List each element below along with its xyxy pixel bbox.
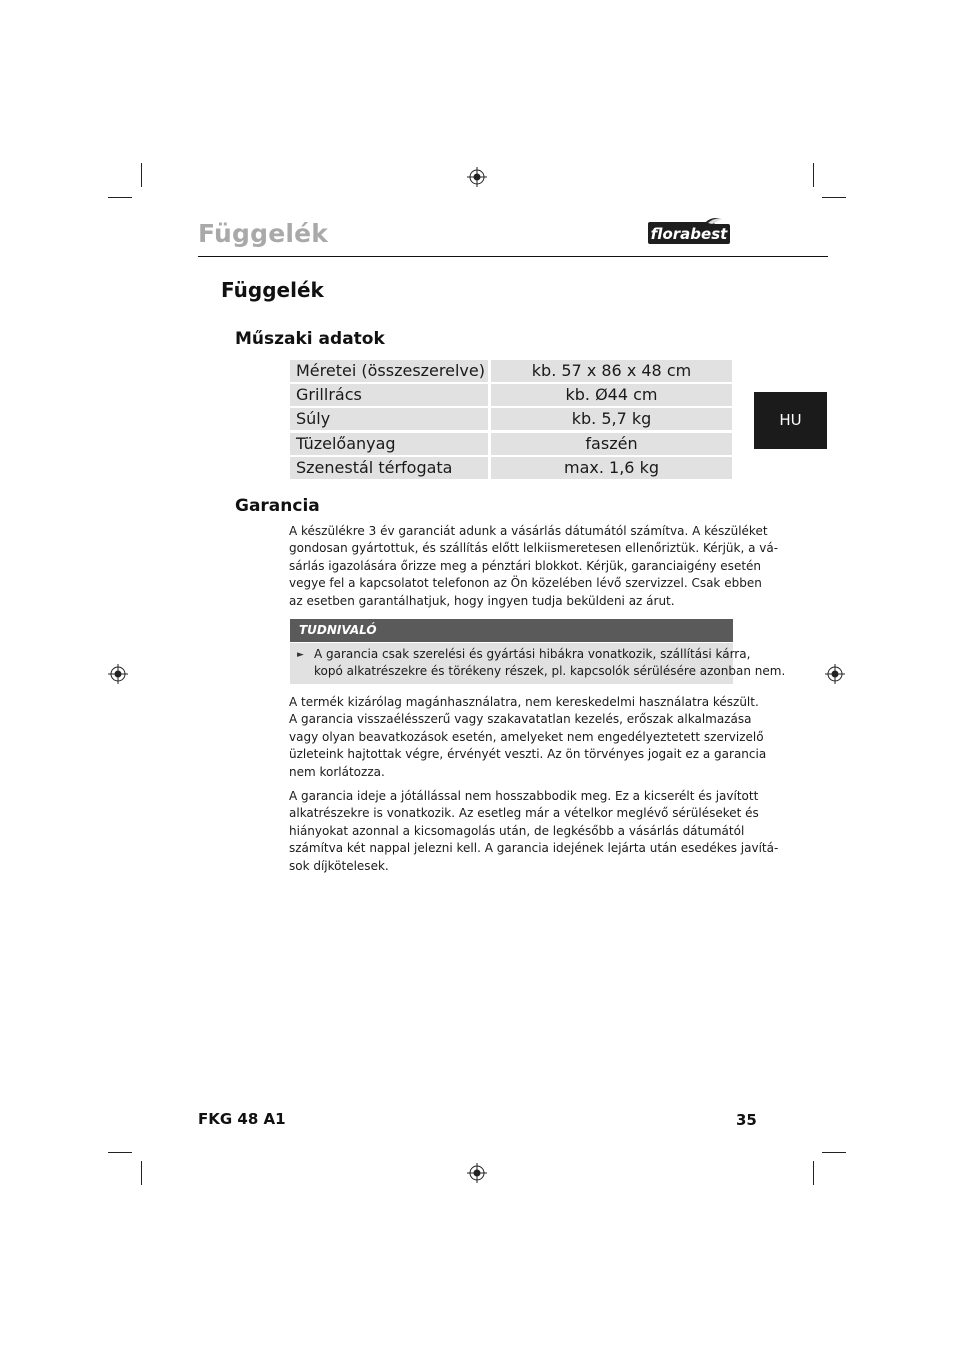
table-row bbox=[290, 433, 732, 455]
text-line: gondosan gyártottuk, és szállítás előtt lelkiismeretesen ellenőriztük. Kérjük, a vá- bbox=[289, 541, 779, 556]
footer-model: FKG 48 A1 bbox=[198, 1110, 286, 1128]
registration-mark-icon bbox=[108, 664, 128, 684]
text-line: számítva két nappal jelezni kell. A garancia idejének lejárta után esedékes javítá- bbox=[289, 841, 779, 856]
registration-mark-icon bbox=[825, 664, 845, 684]
warranty-paragraph-1 bbox=[289, 523, 779, 610]
spec-value: kb. Ø44 cm bbox=[491, 384, 732, 406]
text-line: A termék kizárólag magánhasználatra, nem kereskedelmi használatra készült. bbox=[289, 695, 759, 709]
spec-label: Grillrács bbox=[290, 384, 488, 406]
text-line: alkatrészekre is vonatkozik. Az esetleg már a vételkor meglévő sérüléseket és bbox=[289, 806, 759, 821]
crop-mark bbox=[813, 1161, 814, 1185]
spec-label: Tüzelőanyag bbox=[290, 433, 488, 455]
text-line: hiányokat azonnal a kicsomagolás után, de legkésőbb a vásárlás dátumától bbox=[289, 823, 745, 838]
text-line: A garancia csak szerelési és gyártási hibákra vonatkozik, szállítási kárra, bbox=[314, 647, 751, 661]
text-line: kopó alkatrészekre és törékeny részek, pl. kapcsolók sérülésére azonban nem. bbox=[314, 664, 786, 678]
notice-box bbox=[290, 643, 786, 684]
table-row bbox=[290, 457, 732, 479]
text-line: vegye fel a kapcsolatot telefonon az Ön közelében lévő szervizzel. Csak ebben bbox=[289, 576, 762, 591]
table-row bbox=[290, 384, 732, 406]
crop-mark bbox=[141, 163, 142, 187]
text-line: vagy olyan beavatkozások esetén, amelyeket nem engedélyeztetett szervizelő bbox=[289, 729, 764, 744]
page-number: 35 bbox=[736, 1111, 757, 1129]
spec-value: kb. 57 x 86 x 48 cm bbox=[491, 360, 732, 382]
header-divider bbox=[198, 256, 828, 257]
crop-mark bbox=[822, 197, 846, 198]
warranty-paragraph-3 bbox=[289, 788, 779, 875]
registration-mark-icon bbox=[467, 167, 487, 187]
spec-label: Súly bbox=[290, 408, 488, 430]
svg-text:florabest: florabest bbox=[650, 225, 728, 243]
registration-mark-icon bbox=[467, 1163, 487, 1183]
text-line: üzleteink hajtottak végre, érvényét veszti. Az ön törvényes jogait ez a garancia bbox=[289, 747, 767, 762]
text-line: A készülékre 3 év garanciát adunk a vásárlás dátumától számítva. A készüléket bbox=[289, 524, 768, 538]
crop-mark bbox=[141, 1161, 142, 1185]
text-line: sárlás igazolására őrizze meg a pénztári blokkot. Kérjük, garanciaigény esetén bbox=[289, 558, 762, 573]
header-title: Függelék bbox=[198, 219, 329, 248]
notice-title: TUDNIVALÓ bbox=[290, 619, 733, 642]
text-line: az esetben garantálhatjuk, hogy ingyen tudja beküldeni az árut. bbox=[289, 593, 675, 608]
warranty-paragraph-2 bbox=[289, 694, 767, 781]
crop-mark bbox=[108, 197, 132, 198]
spec-label: Szenestál térfogata bbox=[290, 457, 488, 479]
spec-value: faszén bbox=[491, 433, 732, 455]
text-line: sok díjkötelesek. bbox=[289, 858, 389, 873]
specs-table bbox=[290, 360, 732, 480]
spec-value: kb. 5,7 kg bbox=[491, 408, 732, 430]
text-line: A garancia visszaélésszerű vagy szakavatatlan kezelés, erőszak alkalmazása bbox=[289, 712, 752, 727]
arrow-bullet-icon: ► bbox=[297, 650, 304, 660]
language-tab: HU bbox=[754, 392, 827, 449]
notice-text bbox=[314, 646, 786, 680]
warranty-heading: Garancia bbox=[235, 496, 320, 516]
specs-heading: Műszaki adatok bbox=[235, 329, 385, 349]
crop-mark bbox=[108, 1152, 132, 1153]
crop-mark bbox=[822, 1152, 846, 1153]
section-title: Függelék bbox=[221, 278, 324, 302]
text-line: A garancia ideje a jótállással nem hosszabbodik meg. Ez a kicserélt és javított bbox=[289, 789, 759, 803]
spec-value: max. 1,6 kg bbox=[491, 457, 732, 479]
table-row bbox=[290, 360, 732, 382]
crop-mark bbox=[813, 163, 814, 187]
florabest-logo bbox=[646, 218, 732, 246]
table-row bbox=[290, 408, 732, 430]
text-line: nem korlátozza. bbox=[289, 764, 385, 779]
spec-label: Méretei (összeszerelve) bbox=[290, 360, 488, 382]
